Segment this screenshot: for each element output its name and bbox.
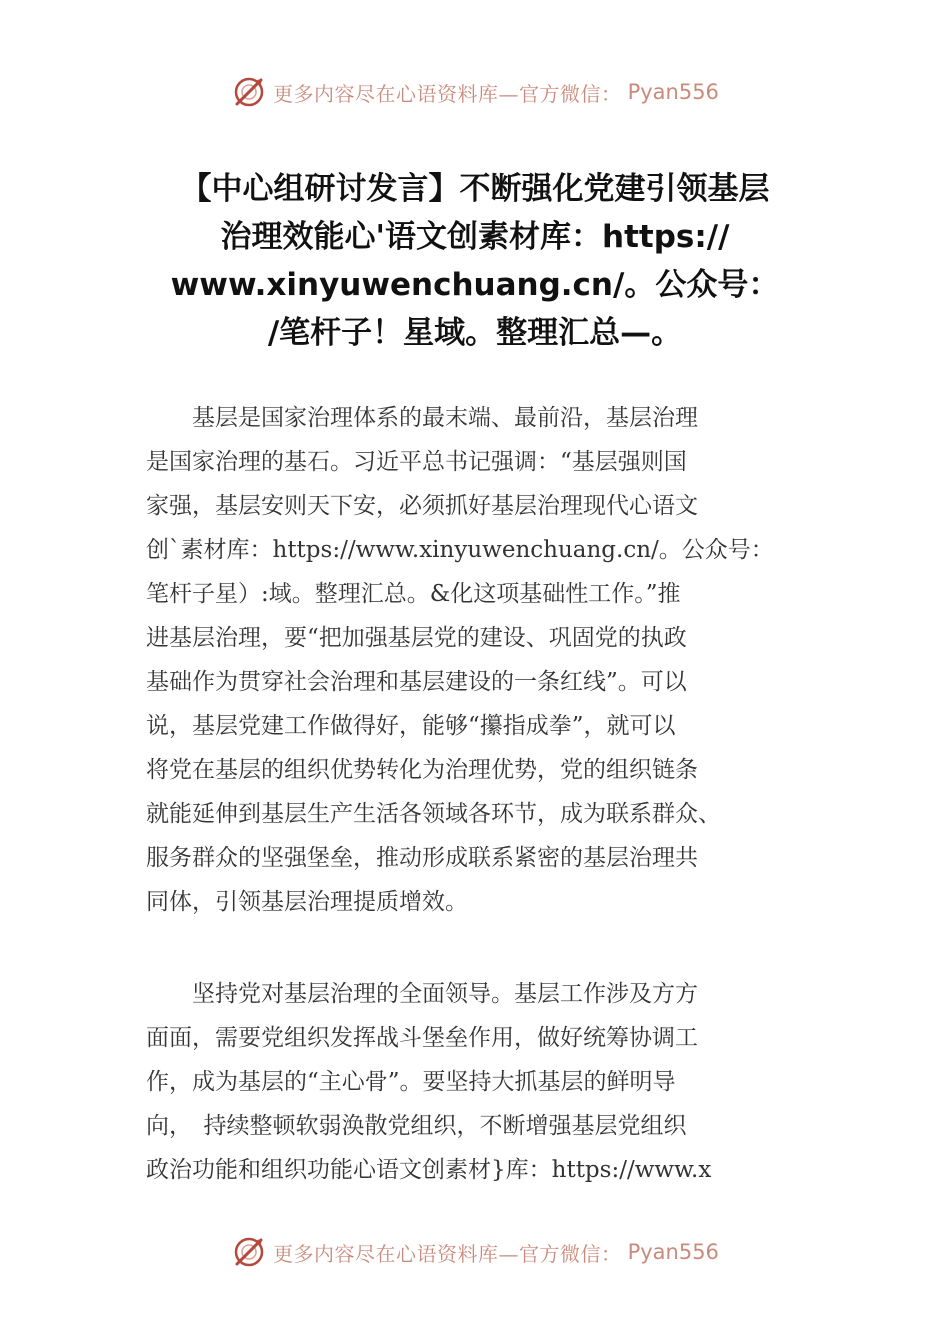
text-line: 同体，引领基层治理提质增效。: [146, 889, 468, 915]
text-line: 进基层治理，要“把加强基层党的建设、巩固党的执政: [146, 625, 687, 651]
brand-logo-icon: [231, 74, 267, 110]
text-line: 服务群众的坚强堡垒，推动形成联系紧密的基层治理共: [146, 845, 698, 871]
brand-logo-icon: [231, 1234, 267, 1270]
banner-wechat-handle: Pyan556: [627, 80, 719, 104]
text-line: 政治功能和组织功能心语文创素材}库：https://www.x: [146, 1157, 712, 1183]
document-title: [100, 165, 850, 357]
text-line: 笔杆子星）:域。整理汇总。&化这项基础性工作。”推: [146, 581, 681, 607]
body-paragraph-2: [146, 972, 816, 1192]
text-line: 面面，需要党组织发挥战斗堡垒作用，做好统筹协调工: [146, 1025, 698, 1051]
text-line: 就能延伸到基层生产生活各领域各环节，成为联系群众、: [146, 801, 721, 827]
title-line: 治理效能心'语文创素材库：https://: [220, 219, 730, 255]
text-line: 基层是国家治理体系的最末端、最前沿，基层治理: [146, 405, 698, 431]
text-line: 家强，基层安则天下安，必须抓好基层治理现代心语文: [146, 493, 698, 519]
text-line: 基础作为贯穿社会治理和基层建设的一条红线”。可以: [146, 669, 687, 695]
body-paragraph-1: [146, 396, 816, 924]
text-line: 是国家治理的基石。习近平总书记强调：“基层强则国: [146, 449, 687, 475]
banner-wechat-handle: Pyan556: [627, 1240, 719, 1264]
banner-text: 更多内容尽在心语资料库—官方微信：: [273, 81, 622, 106]
text-line: 作，成为基层的“主心骨”。要坚持大抓基层的鲜明导: [146, 1069, 676, 1095]
text-line: 将党在基层的组织优势转化为治理优势，党的组织链条: [146, 757, 698, 783]
text-line: 向， 持续整顿软弱涣散党组织，不断增强基层党组织: [146, 1113, 687, 1139]
header-banner: [0, 70, 950, 114]
text-line: 坚持党对基层治理的全面领导。基层工作涉及方方: [146, 981, 698, 1007]
title-line: 【中心组研讨发言】不断强化党建引领基层: [180, 171, 770, 207]
title-line: /笔杆子！星域。整理汇总—。: [267, 315, 683, 351]
text-line: 说，基层党建工作做得好，能够“攥指成拳”，就可以: [146, 713, 676, 739]
footer-banner: [0, 1230, 950, 1274]
text-line: 创`素材库：https://www.xinyuwenchuang.cn/。公众号：: [146, 537, 774, 563]
banner-text: 更多内容尽在心语资料库—官方微信：: [273, 1241, 622, 1266]
title-line: www.xinyuwenchuang.cn/。公众号：: [170, 267, 780, 303]
